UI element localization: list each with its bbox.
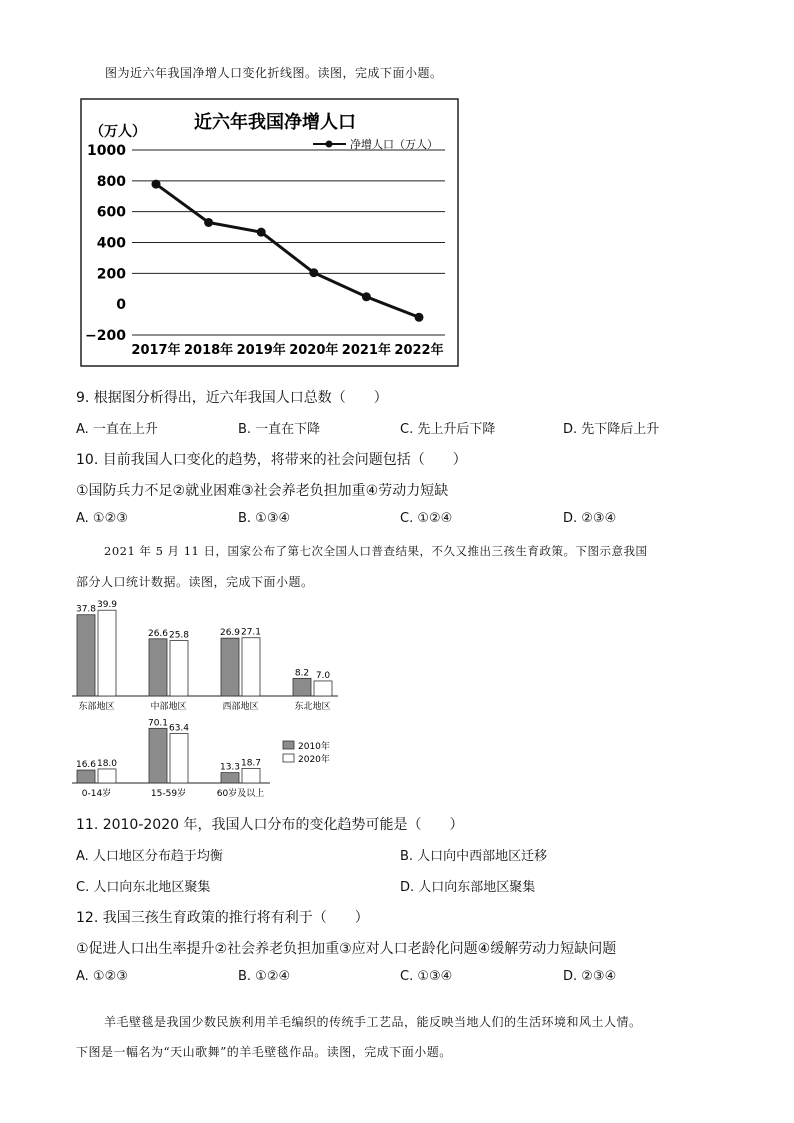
- category-label: 0-14岁: [81, 789, 112, 799]
- q12-option-d[interactable]: D. ②③④: [563, 969, 617, 984]
- bar-value-label: 70.1: [147, 718, 169, 729]
- population-bar-charts: [70, 598, 370, 808]
- bar-value-label: 26.6: [147, 628, 169, 639]
- legend-label-2010: 2010年: [298, 742, 330, 752]
- data-point: [362, 292, 371, 301]
- q11-option-d[interactable]: D. 人口向东部地区聚集: [400, 880, 536, 895]
- y-tick-label: 200: [96, 266, 126, 283]
- bar-2010: [221, 638, 239, 696]
- bar-2020: [314, 681, 332, 696]
- category-label: 15-59岁: [150, 789, 187, 799]
- bar-2010: [221, 773, 239, 783]
- q10-option-c[interactable]: C. ①②④: [400, 511, 453, 526]
- intro-text-3-line1: 羊毛壁毯是我国少数民族利用羊毛编织的传统手工艺品，能反映当地人们的生活环境和风土人情。: [104, 1015, 642, 1029]
- y-tick-label: 1000: [87, 143, 126, 159]
- region-share-bar-chart: [72, 600, 338, 712]
- bar-2020: [170, 734, 188, 783]
- q11-option-a[interactable]: A. 人口地区分布趋于均衡: [76, 849, 223, 864]
- legend-label: 净增人口（万人）: [350, 138, 438, 151]
- y-tick-label: 600: [96, 204, 126, 221]
- age-structure-bar-chart: [72, 718, 270, 799]
- q11-option-c[interactable]: C. 人口向东北地区聚集: [76, 880, 211, 895]
- bar-value-label: 16.6: [75, 760, 97, 771]
- net-increase-line-chart: [80, 98, 460, 368]
- intro-text-2-line2: 部分人口统计数据。读图，完成下面小题。: [76, 575, 314, 589]
- legend-swatch-2020: [283, 754, 294, 762]
- x-tick-label: 2017年: [131, 343, 181, 358]
- q9-option-b[interactable]: B. 一直在下降: [238, 422, 321, 437]
- category-label: 东部地区: [78, 702, 115, 712]
- bar-value-label: 27.1: [240, 627, 262, 638]
- bar-2010: [77, 615, 95, 696]
- bar-2010: [77, 770, 95, 783]
- data-point: [152, 180, 161, 189]
- bar-2020: [242, 638, 260, 696]
- bar-2020: [242, 768, 260, 783]
- q10-option-a[interactable]: A. ①②③: [76, 511, 128, 526]
- x-tick-label: 2022年: [394, 343, 444, 358]
- bar-2020: [98, 610, 116, 696]
- y-tick-label: 800: [96, 173, 126, 190]
- bar-2010: [149, 728, 167, 783]
- q12-option-b[interactable]: B. ①②④: [238, 969, 291, 984]
- q10-items: ①国防兵力不足②就业困难③社会养老负担加重④劳动力短缺: [76, 483, 449, 499]
- bar-value-label: 37.8: [75, 604, 97, 615]
- bar-value-label: 39.9: [96, 600, 118, 611]
- q9-option-a[interactable]: A. 一直在上升: [76, 422, 158, 437]
- q9-stem: 9. 根据图分析得出，近六年我国人口总数（ ）: [76, 390, 388, 406]
- x-tick-label: 2021年: [341, 343, 391, 358]
- data-point: [415, 313, 424, 322]
- bar-2020: [170, 641, 188, 696]
- q12-items: ①促进人口出生率提升②社会养老负担加重③应对人口老龄化问题④缓解劳动力短缺问题: [76, 941, 617, 957]
- bar-legend: [283, 740, 330, 765]
- q10-option-b[interactable]: B. ①③④: [238, 511, 291, 526]
- intro-text-3-line2: 下图是一幅名为“天山歌舞”的羊毛壁毯作品。读图，完成下面小题。: [76, 1045, 452, 1059]
- data-point: [257, 228, 266, 237]
- intro-text-1: 图为近六年我国净增人口变化折线图。读图，完成下面小题。: [105, 66, 443, 80]
- y-unit-label: （万人）: [90, 124, 146, 140]
- legend-label-2020: 2020年: [298, 755, 330, 765]
- q10-option-d[interactable]: D. ②③④: [563, 511, 617, 526]
- bar-value-label: 13.3: [219, 762, 241, 773]
- bar-value-label: 8.2: [294, 668, 310, 679]
- data-point: [309, 268, 318, 277]
- q11-option-b[interactable]: B. 人口向中西部地区迁移: [400, 849, 548, 864]
- chart-title: 近六年我国净增人口: [194, 112, 356, 133]
- category-label: 西部地区: [222, 702, 259, 712]
- bar-2010: [149, 639, 167, 696]
- legend-swatch-2010: [283, 741, 294, 749]
- q11-stem: 11. 2010-2020 年，我国人口分布的变化趋势可能是（ ）: [76, 817, 464, 833]
- bar-value-label: 18.7: [240, 758, 262, 769]
- q10-stem: 10. 目前我国人口变化的趋势，将带来的社会问题包括（ ）: [76, 452, 467, 468]
- bar-2010: [293, 678, 311, 696]
- q12-stem: 12. 我国三孩生育政策的推行将有利于（ ）: [76, 910, 369, 926]
- x-tick-label: 2018年: [184, 343, 234, 358]
- category-label: 60岁及以上: [216, 789, 265, 799]
- bar-2020: [98, 769, 116, 783]
- x-tick-label: 2020年: [289, 343, 339, 358]
- q9-option-d[interactable]: D. 先下降后上升: [563, 422, 660, 437]
- bar-value-label: 7.0: [315, 670, 331, 681]
- category-label: 中部地区: [150, 702, 187, 712]
- intro-text-2-line1: 2021 年 5 月 11 日，国家公布了第七次全国人口普查结果，不久又推出三孩生育政策。下图示意我国: [104, 544, 648, 558]
- q9-option-c[interactable]: C. 先上升后下降: [400, 422, 496, 437]
- bar-value-label: 63.4: [168, 723, 190, 734]
- bar-value-label: 25.8: [168, 630, 190, 641]
- y-tick-label: 0: [116, 297, 126, 314]
- x-tick-label: 2019年: [236, 343, 286, 358]
- bar-value-label: 26.9: [219, 628, 241, 639]
- data-point: [204, 218, 213, 227]
- bar-value-label: 18.0: [96, 758, 118, 769]
- q12-option-c[interactable]: C. ①③④: [400, 969, 453, 984]
- y-tick-label: 400: [96, 235, 126, 252]
- category-label: 东北地区: [294, 702, 331, 712]
- y-tick-label: −200: [85, 328, 126, 344]
- q12-option-a[interactable]: A. ①②③: [76, 969, 128, 984]
